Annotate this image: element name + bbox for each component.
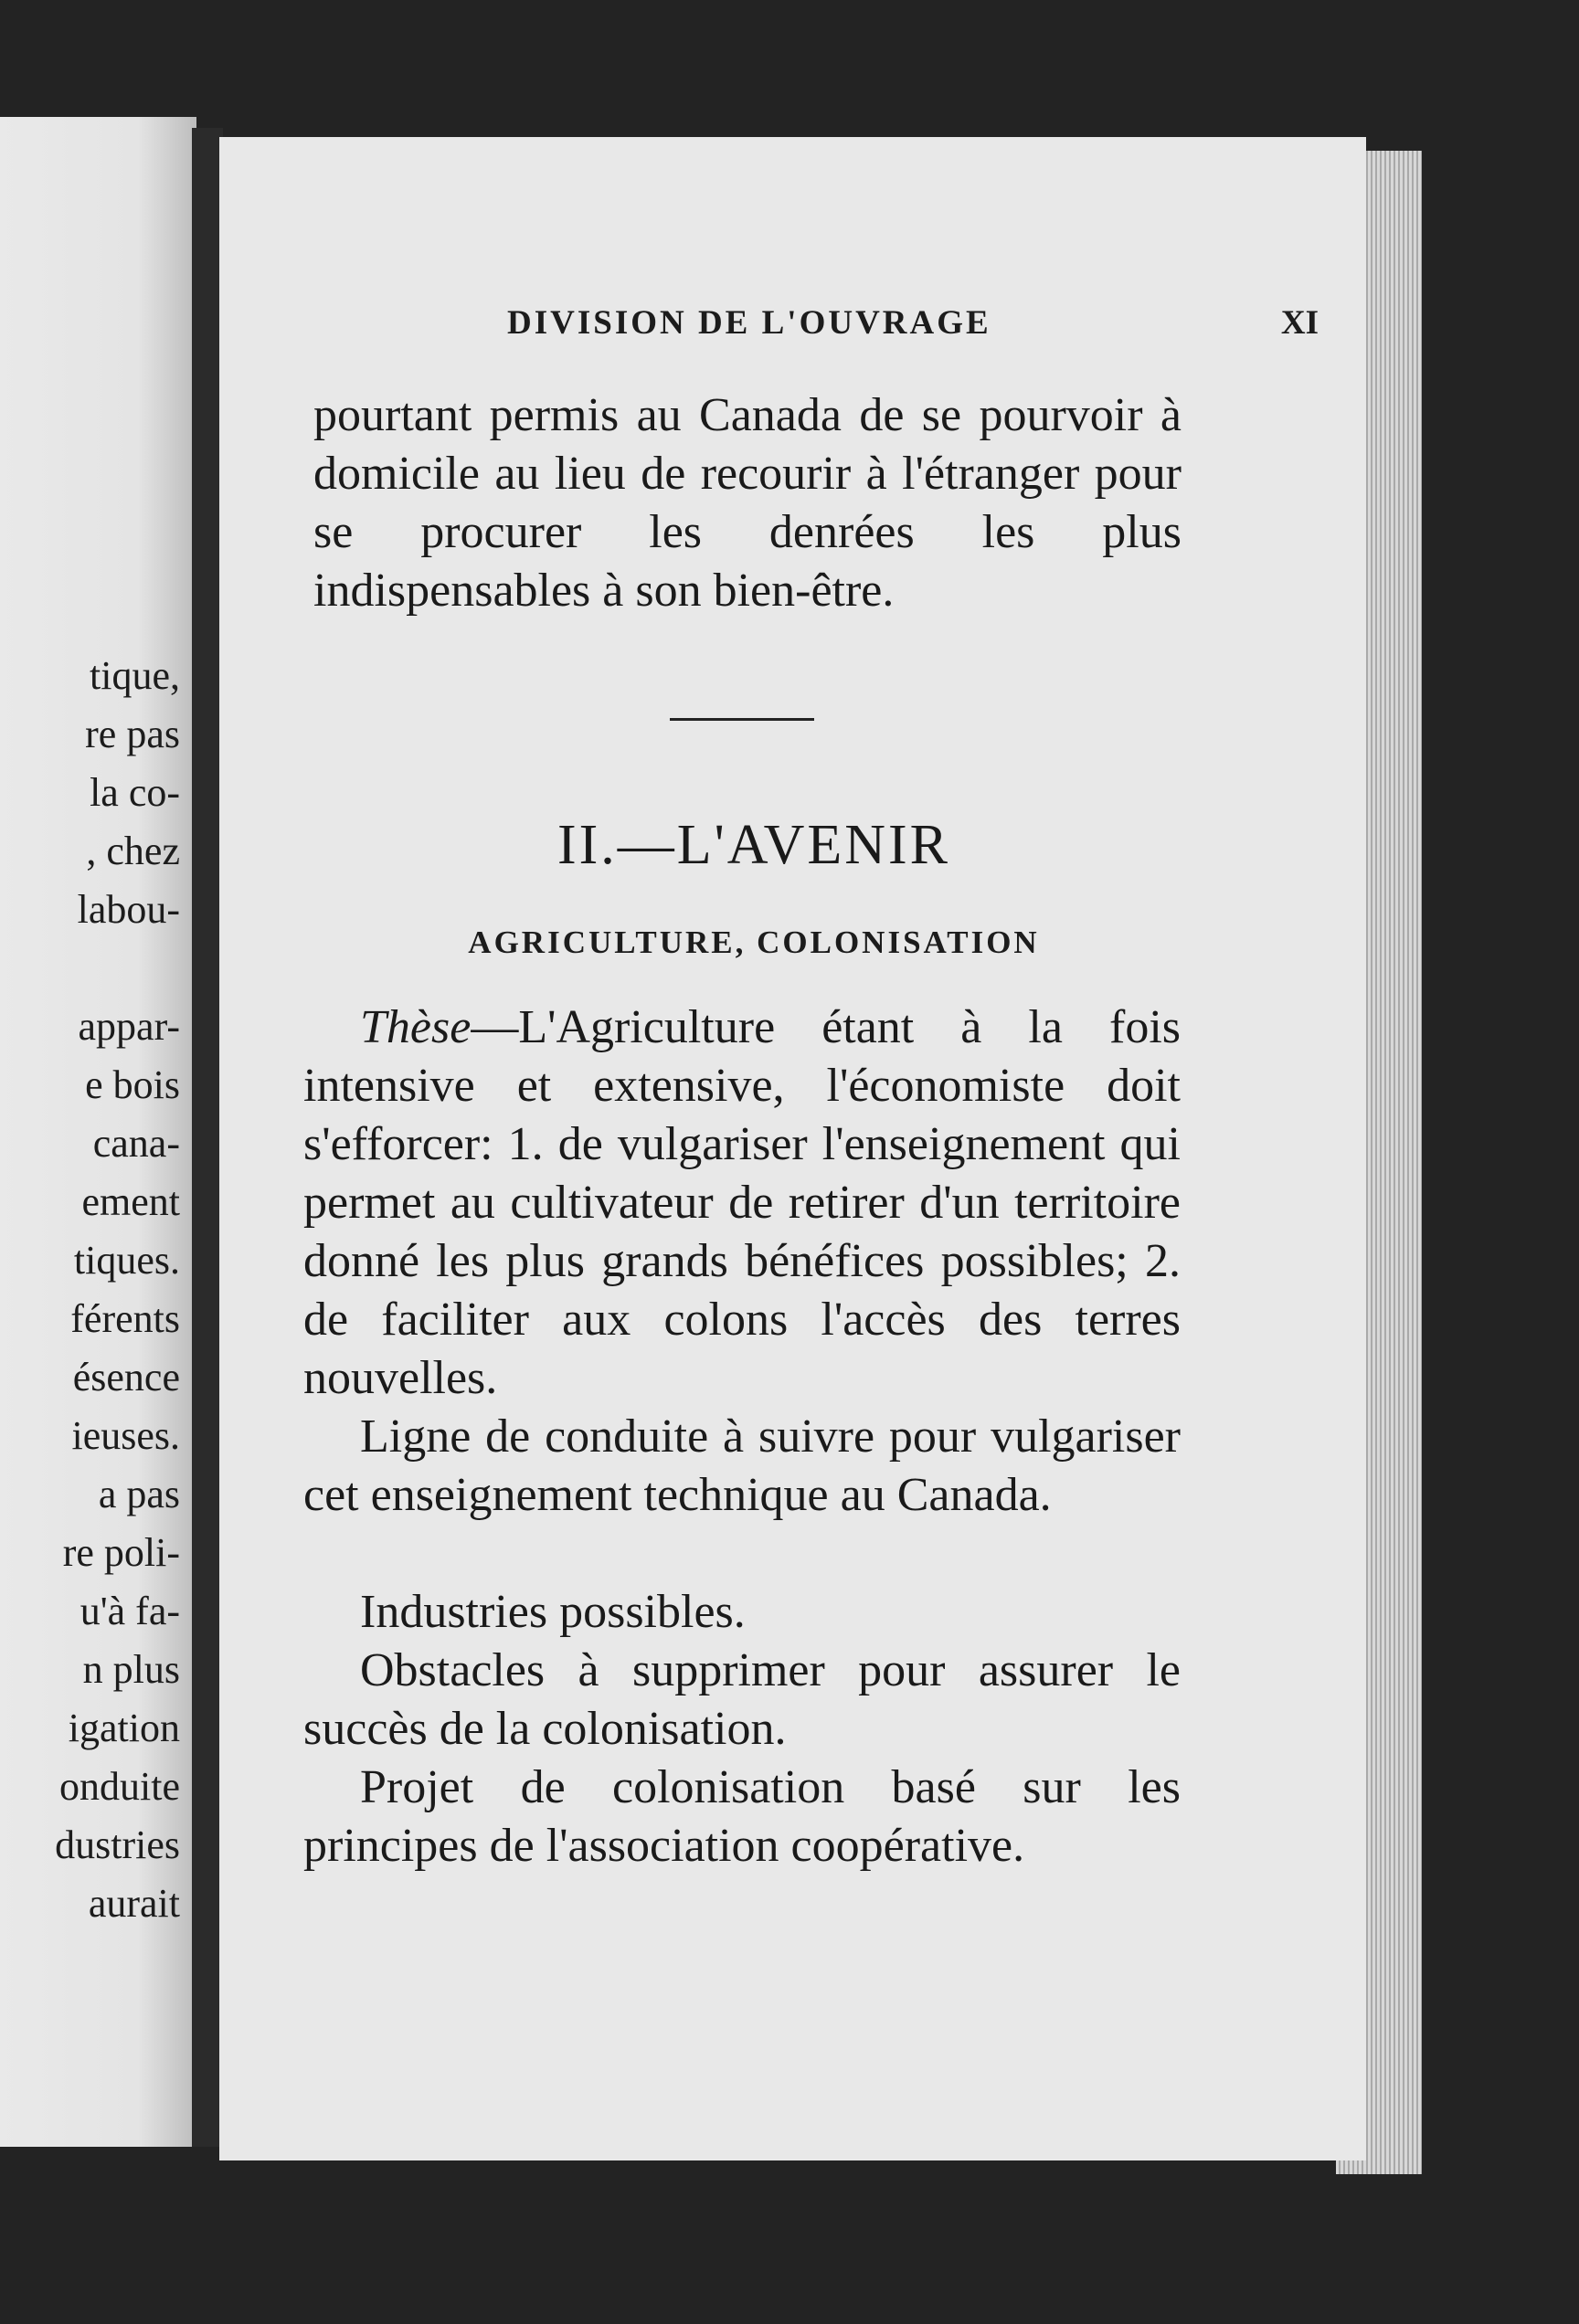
left-page-line: a pas: [98, 1472, 180, 1516]
these-text: —L'Agriculture étant à la fois intensive et extensive, l'économiste doit s'efforcer: 1. de vulgariser l'enseignement qui permet au cultivateur de retirer d'un territoire donné les plus grands bénéfices possibles; 2. de faciliter aux colons l'accès des terres nouvelles.: [303, 1001, 1181, 1404]
left-page-line: tique,: [90, 653, 180, 698]
left-page-line: re poli-: [62, 1530, 180, 1575]
left-page-line: appar-: [78, 1004, 180, 1049]
left-page-line: tiques.: [73, 1238, 180, 1283]
list-item: Projet de colonisation basé sur les principes de l'association coopérative.: [303, 1761, 1181, 1872]
these-paragraph: [303, 998, 1181, 1408]
left-page-line: onduite: [59, 1764, 180, 1809]
running-head: DIVISION DE L'OUVRAGE: [507, 304, 991, 342]
left-page-line: ieuses.: [71, 1413, 180, 1458]
left-page-line: ésence: [72, 1355, 180, 1400]
section-subtitle: AGRICULTURE, COLONISATION: [468, 924, 1040, 960]
list-item: Ligne de conduite à suivre pour vulgariser cet enseignement technique au Canada.: [303, 1410, 1181, 1521]
section-divider: [670, 718, 814, 721]
right-page: [219, 137, 1366, 2160]
left-page-line: cana-: [92, 1121, 180, 1166]
book-gutter: [192, 128, 223, 2147]
left-page-line: u'à fa-: [79, 1589, 180, 1633]
left-page-line: la co-: [90, 770, 180, 815]
left-page: [0, 117, 196, 2147]
section-title: II.—L'AVENIR: [556, 814, 951, 876]
opening-paragraph: pourtant permis au Canada de se pourvoir à domicile au lieu de recourir à l'étranger pour se procurer les denrées les plus indispensables à son bien-être.: [313, 389, 1182, 617]
left-page-line: labou-: [77, 887, 180, 932]
left-page-line: férents: [70, 1296, 180, 1341]
left-page-line: , chez: [86, 829, 180, 873]
left-page-line: aurait: [88, 1881, 180, 1926]
left-page-line: re pas: [85, 712, 180, 756]
left-page-line: e bois: [85, 1062, 180, 1107]
these-label: Thèse: [360, 1001, 472, 1053]
left-page-line: ement: [81, 1179, 180, 1224]
left-page-line: igation: [68, 1706, 180, 1750]
list-item: Industries possibles.: [360, 1586, 746, 1638]
list-item: Obstacles à supprimer pour assurer le succès de la colonisation.: [303, 1644, 1181, 1755]
left-page-line: dustries: [55, 1822, 180, 1867]
page-number: XI: [1280, 304, 1319, 342]
left-page-line: n plus: [82, 1647, 180, 1692]
